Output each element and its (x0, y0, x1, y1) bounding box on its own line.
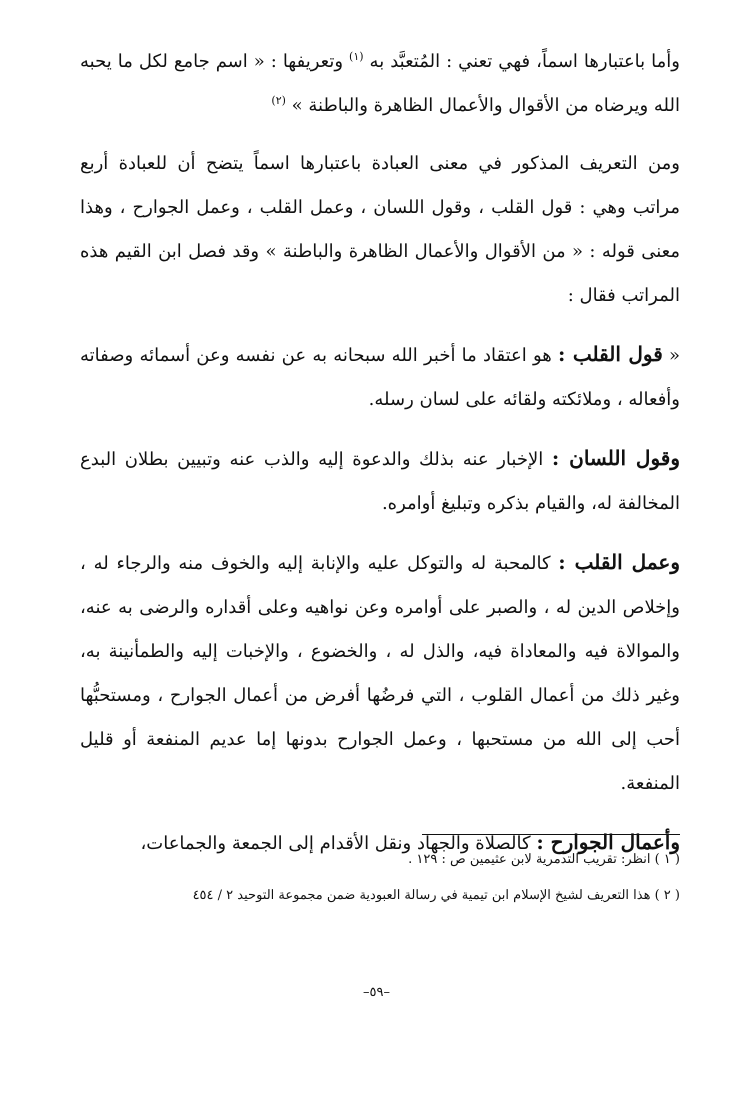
footnotes (80, 842, 680, 914)
intro-text: وأما باعتبارها اسماً، فهي تعني : المُتعبَّد به (363, 51, 680, 72)
definition-text: وتعريفها : « اسم جامع لكل ما يحبه الله ويرضاه من الأقوال والأعمال الظاهرة والباطنة » (80, 51, 680, 116)
heading-amal-al-qalb: وعمل القلب : (558, 550, 680, 574)
footnote-ref-2: (٢) (271, 94, 286, 107)
qawl-al-qalb-text: هو اعتقاد ما أخبر الله سبحانه به عن نفسه وعن أسمائه وصفاته وأفعاله ، وملائكته ولقائه على لسان رسله. (80, 345, 680, 410)
paragraph-qawl-al-lisan (80, 436, 680, 526)
amal-al-jawarih-text: كالصلاة والجهاد ونقل الأقدام إلى الجمعة والجماعات، (140, 833, 537, 854)
body-text (80, 40, 680, 880)
paragraph-four-levels (80, 142, 680, 318)
four-levels-text: ومن التعريف المذكور في معنى العبادة باعتبارها اسماً يتضح أن للعبادة أربع مراتب وهي : قول القلب ، وقول اللسان ، وعمل القلب ، وعمل الجوارح ، وهذا معنى قوله : « من الأقوال والأعمال الظاهرة والباطنة » وقد فصل ابن القيم هذه المراتب فقال : (80, 153, 680, 306)
heading-qawl-al-lisan: وقول اللسان : (551, 446, 681, 470)
footnote-1: ( ١ ) انظر: تقريب التدمرية لابن عثيمين ص : ١٢٩ . (408, 852, 680, 867)
paragraph-qawl-al-qalb (80, 332, 680, 422)
footnote-divider (422, 834, 680, 835)
amal-al-qalb-text: كالمحبة له والتوكل عليه والإنابة إليه والخوف منه والرجاء له ، وإخلاص الدين له ، والصبر على أوامره وعن نواهيه وعلى أقداره والرضى به عنه، والموالاة فيه والمعاداة فيه، والذل له ، والخضوع ، والإخبات إليه والطمأنينة به، وغير ذلك من أعمال القلوب ، التي فرضُها أفرض من أعمال الجوارح ، ومستحبُّها أحب إلى الله من مستحبها ، وعمل الجوارح بدونها إما عديم المنفعة أو قليل المنفعة. (80, 553, 680, 794)
paragraph-amal-al-qalb (80, 540, 680, 806)
paragraph-ibadah-definition (80, 40, 680, 128)
page-number: –٥٩– (363, 985, 390, 1000)
quote-mark: « (668, 345, 680, 366)
heading-qawl-al-qalb: قول القلب : (558, 342, 663, 366)
footnote-ref-1: (١) (349, 50, 364, 63)
footnote-2: ( ٢ ) هذا التعريف لشيخ الإسلام ابن تيمية في رسالة العبودية ضمن مجموعة التوحيد ٢ / ٤٥٤ (192, 888, 680, 903)
qawl-al-lisan-text: الإخبار عنه بذلك والدعوة إليه والذب عنه وتبيين بطلان البدع المخالفة له، والقيام بذكره وتبليغ أوامره. (80, 449, 680, 514)
heading-amal-al-jawarih: وأعمال الجوارح : (536, 830, 680, 854)
